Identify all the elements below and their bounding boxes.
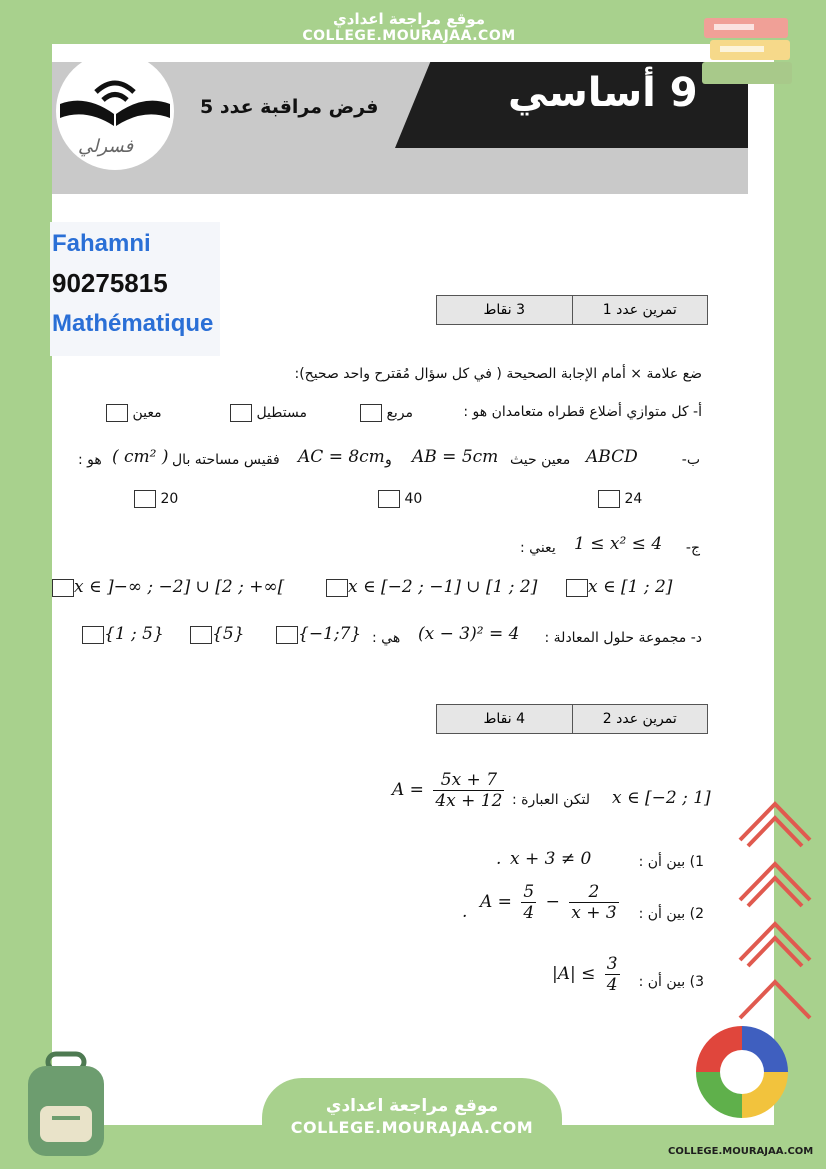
q1-text: بين أن : [638, 854, 686, 870]
checkbox[interactable] [276, 626, 298, 644]
q3-n: 3 [606, 954, 618, 974]
checkbox[interactable] [378, 490, 400, 508]
q2-fraction-1 [521, 882, 536, 923]
q2-fraction-2 [569, 882, 618, 923]
site-url-small[interactable]: COLLEGE.MOURAJAA.COM [668, 1146, 814, 1157]
qd-option-3-label: {1 ; 5} [104, 624, 164, 644]
qb-option-3[interactable] [134, 490, 178, 508]
site-name: موقع مراجعة اعدادي [333, 10, 485, 28]
q1 [639, 854, 704, 870]
qa-text: أ- كل متوازي أضلاع قطراه متعامدان هو : [463, 404, 702, 420]
q2-d2: x + 3 [571, 903, 617, 923]
q3-number: 3) [689, 974, 704, 990]
exercise2-title: تمرين عدد 2 [572, 705, 708, 733]
qd-option-3[interactable] [82, 624, 164, 644]
site-banner-bottom [262, 1078, 562, 1169]
qc-option-3-label: x ∈ ]−∞ ; −2] ∪ [2 ; +∞[ [74, 577, 285, 597]
qc-expr: 1 ≤ x² ≤ 4 [574, 534, 663, 554]
chevrons-decoration-icon [730, 790, 820, 1030]
qd-equation: (x − 3)² = 4 [418, 624, 520, 644]
exercise1-title: تمرين عدد 1 [572, 296, 708, 324]
q2-n1: 5 [523, 882, 535, 902]
checkbox[interactable] [52, 579, 74, 597]
checkbox[interactable] [82, 626, 104, 644]
q2-lhs: A = [480, 892, 512, 912]
checkbox[interactable] [360, 404, 382, 422]
qc-text: يعني : [520, 540, 556, 556]
fahamni-name: Fahamni [52, 230, 151, 257]
q2-minus: − [545, 892, 560, 912]
qd-option-2-label: {5} [212, 624, 245, 644]
a-denominator: 4x + 12 [435, 791, 503, 811]
q1-expr: x + 3 ≠ 0 [510, 849, 592, 869]
qc-option-2-label: x ∈ [−2 ; −1] ∪ [1 ; 2] [348, 577, 538, 597]
checkbox[interactable] [566, 579, 588, 597]
qb-label: ب- [681, 452, 700, 468]
qa-option-2[interactable] [230, 404, 307, 422]
site-url[interactable]: COLLEGE.MOURAJAA.COM [302, 28, 516, 44]
q1-end: . [496, 849, 502, 869]
q3-text: بين أن : [638, 974, 686, 990]
q2-number: 2) [689, 906, 704, 922]
exercise1-instruction: ضع علامة × أمام الإجابة الصحيحة ( في كل سؤال مُقترح واحد صحيح): [294, 366, 702, 382]
qc-label: ج- [685, 540, 700, 556]
qd-option-1[interactable] [276, 624, 361, 644]
qd-option-2[interactable] [190, 624, 244, 644]
checkbox[interactable] [598, 490, 620, 508]
site-name-bottom: موقع مراجعة اعدادي [325, 1096, 499, 1116]
exercise2-header [436, 704, 708, 734]
exam-title: فرض مراقبة عدد 5 [200, 96, 379, 118]
fahamni-stamp [50, 222, 220, 356]
qa-option-3[interactable] [106, 404, 162, 422]
exercise1-points: 3 نقاط [483, 302, 526, 318]
qb-ac: AC = 8cm [298, 447, 385, 467]
grade-title: 9 أساسي [508, 70, 698, 116]
backpack-icon [18, 1050, 114, 1160]
q3-lhs: |A| ≤ [552, 964, 596, 984]
qa-option-2-label: مستطيل [256, 405, 307, 421]
a-numerator: 5x + 7 [433, 770, 504, 791]
qb-option-1-label: 24 [624, 491, 643, 507]
checkbox[interactable] [134, 490, 156, 508]
checkbox[interactable] [326, 579, 348, 597]
qb-unit: ( cm² ) [112, 447, 169, 467]
exercise2-points: 4 نقاط [483, 711, 526, 727]
qb-option-1[interactable] [598, 490, 642, 508]
qc-option-1-label: x ∈ [1 ; 2] [588, 577, 673, 597]
qc-option-3[interactable] [52, 577, 284, 597]
site-url-bottom[interactable]: COLLEGE.MOURAJAA.COM [290, 1118, 534, 1137]
fahamni-subject: Mathématique [52, 310, 214, 337]
checkbox[interactable] [106, 404, 128, 422]
qb-option-2[interactable] [378, 490, 422, 508]
q3 [639, 974, 704, 990]
qb-text2: فقيس مساحته بال [172, 452, 280, 468]
checkbox[interactable] [190, 626, 212, 644]
qb-option-2-label: 40 [404, 491, 423, 507]
ex2-domain: x ∈ [−2 ; 1] [612, 788, 711, 808]
qa-option-1[interactable] [360, 404, 413, 422]
exercise1-header [436, 295, 708, 325]
fahamni-phone: 90275815 [52, 268, 168, 298]
qd-option-1-label: {−1;7} [298, 624, 362, 644]
qc-option-1[interactable] [566, 577, 672, 597]
q3-d: 4 [606, 975, 618, 995]
qa-option-3-label: معين [132, 405, 162, 421]
qb-text1: معين حيث [510, 452, 571, 468]
a-fraction [433, 770, 504, 811]
qb-option-3-label: 20 [160, 491, 179, 507]
checkbox[interactable] [230, 404, 252, 422]
ex2-expression-a [392, 770, 508, 811]
books-stack-icon [700, 14, 800, 94]
qd-text2: هي : [372, 630, 401, 646]
q2-text: بين أن : [638, 906, 686, 922]
q2-expr [480, 882, 623, 923]
qc-option-2[interactable] [326, 577, 537, 597]
qb-and: و [385, 452, 392, 468]
qd-text: د- مجموعة حلول المعادلة : [544, 630, 702, 646]
q2-end: . [462, 902, 468, 922]
q2 [639, 906, 704, 922]
qa-option-1-label: مربع [386, 405, 414, 421]
qb-text3: هو : [78, 452, 102, 468]
qb-abcd: ABCD [586, 447, 638, 467]
q3-expr [552, 954, 624, 995]
q2-n2: 2 [569, 882, 618, 903]
ex2-intro: لتكن العبارة : [512, 792, 590, 808]
q2-d1: 4 [523, 903, 535, 923]
qb-ab: AB = 5cm [412, 447, 499, 467]
logo-word: فسرلي [78, 136, 134, 157]
q3-fraction [605, 954, 620, 995]
a-lhs: A = [392, 780, 424, 800]
q1-number: 1) [689, 854, 704, 870]
school-circle-logo-icon [692, 1022, 792, 1140]
